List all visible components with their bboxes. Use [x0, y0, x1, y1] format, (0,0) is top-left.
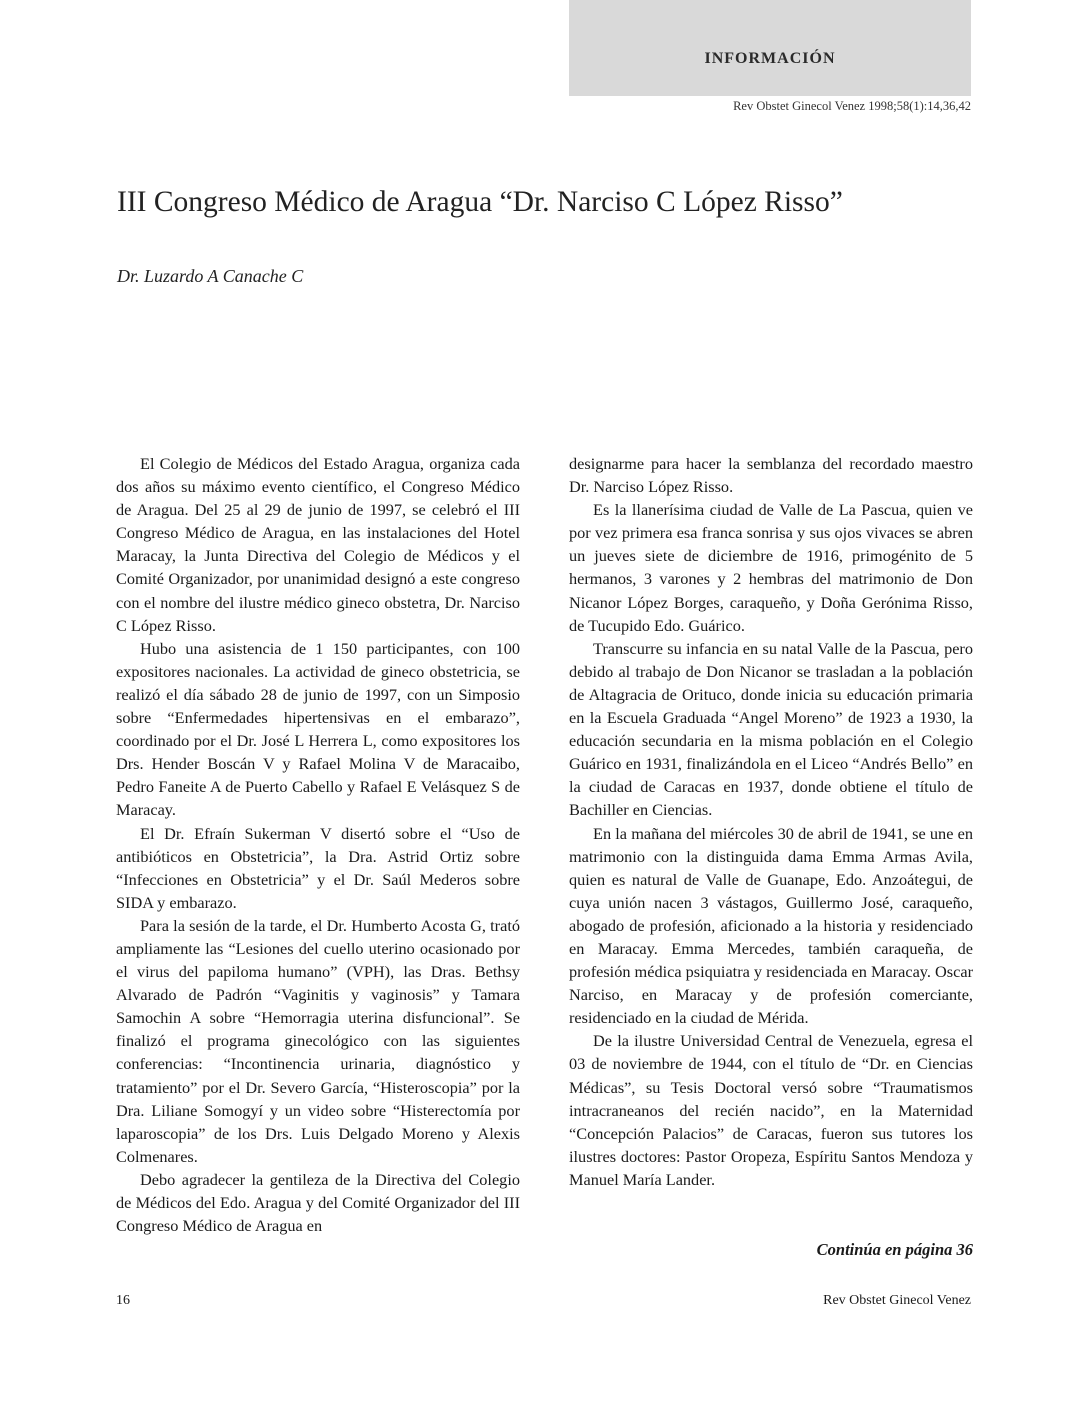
paragraph: Es la llanerísima ciudad de Valle de La Pascua, quien ve por vez primera esa franca sonrisa y sus ojos vivaces se abren un jueves siete de diciembre de 1916, primogénito de 5 hermanos, 3 varones y 2 hembras del matrimonio de Don Nicanor López Borges, caraqueño, y Doña Gerónima Risso, de Tucupido Edo. Guárico.: [569, 500, 973, 635]
paragraph: El Colegio de Médicos del Estado Aragua, organiza cada dos años su máximo evento científico, el Congreso Médico de Aragua. Del 25 al 29 de junio de 1997, se celebró el III Congreso Médico de Aragua, en las instalaciones del Hotel Maracay, la Junta Directiva del Colegio de Médicos y el Comité Organizador, por unanimidad designó a este congreso con el nombre del ilustre médico gineco obstetra, Dr. Narciso C López Risso.: [116, 454, 520, 635]
paragraph: designarme para hacer la semblanza del recordado maestro Dr. Narciso López Risso.: [569, 454, 973, 497]
paragraph: Debo agradecer la gentileza de la Directiva del Colegio de Médicos del Edo. Aragua y del Comité Organizador del III Congreso Médico de Aragua en: [116, 1169, 520, 1236]
paragraph: Para la sesión de la tarde, el Dr. Humberto Acosta G, trató ampliamente las “Lesiones del cuello uterino ocasionado por el virus del papiloma humano” (VPH), las Dras. Bethsy Alvarado de Padrón “Vaginitis y vaginosis” y Tamara Samochin A sobre “Hemorragia uterina disfuncional”. Se finalizó el programa ginecológico con las siguientes conferencias: “Incontinencia urinaria, diagnóstico y tratamiento” por el Dr. Severo García, “Histeroscopia” por la Dra. Liliane Somogyí y un video sobre “Histerectomía por laparoscopia” de los Drs. Luis Delgado Moreno y Alexis Colmenares.: [116, 915, 520, 1166]
paragraph: Transcurre su infancia en su natal Valle de la Pascua, pero debido al trabajo de Don Nicanor se trasladan a la población de Altagracia de Orituco, donde inicia su educación primaria en la Escuela Graduada “Angel Moreno” de 1923 a 1930, la educación secundaria en la misma población en el Colegio Guárico en 1931, finalizándola en el Liceo “Andrés Bello” en la ciudad de Caracas en 1937, donde obtiene el título de Bachiller en Ciencias.: [569, 638, 973, 820]
body-column-left: [116, 452, 520, 1237]
paragraph: Hubo una asistencia de 1 150 participantes, con 100 expositores nacionales. La actividad de gineco obstetricia, se realizó el día sábado 28 de junio de 1997, con un Simposio sobre “Enfermedades hipertensivas en el embarazo”, coordinado por el Dr. José L Herrera L, como expositores los Drs. Hender Boscán V y Rafael Molina V de Maracaibo, Pedro Faneite A de Puerto Cabello y Rafael E Velásquez S de Maracay.: [116, 638, 520, 820]
body-column-right: [569, 452, 973, 1191]
article-author: Dr. Luzardo A Canache C: [117, 266, 304, 286]
page-number: 16: [116, 1293, 130, 1308]
section-label: INFORMACIÓN: [704, 50, 836, 67]
paragraph: En la mañana del miércoles 30 de abril de 1941, se une en matrimonio con la distinguida dama Emma Armas Avila, quien es natural de Valle de Guanape, Edo. Anzoátegui, de cuya unión nacen 3 vástagos, Guillermo José, caraqueño, abogado de profesión, aficionado a la historia y residenciado en Maracay. Emma Mercedes, también caraqueña, de profesión médica psiquiatra y residenciada en Maracay. Oscar Narciso, en Maracay y de profesión comerciante, residenciado en la ciudad de Mérida.: [569, 823, 973, 1028]
journal-citation: Rev Obstet Ginecol Venez 1998;58(1):14,36,42: [733, 99, 971, 113]
article-title: III Congreso Médico de Aragua “Dr. Narciso C López Risso”: [117, 186, 843, 218]
paragraph: El Dr. Efraín Sukerman V disertó sobre el “Uso de antibióticos en Obstetricia”, la Dra. Astrid Ortiz sobre “Infecciones en Obstetricia” y el Dr. Saúl Mederos sobre SIDA y embarazo.: [116, 823, 520, 912]
journal-footer: Rev Obstet Ginecol Venez: [823, 1293, 971, 1308]
paragraph: De la ilustre Universidad Central de Venezuela, egresa el 03 de noviembre de 1944, con el título de “Dr. en Ciencias Médicas”, su Tesis Doctoral versó sobre “Traumatismos intracraneanos del recién nacido”, en la Maternidad “Concepción Palacios” de Caracas, fueron sus tutores los ilustres doctores: Pastor Oropeza, Espíritu Santos Mendoza y Manuel María Lander.: [569, 1031, 973, 1189]
continued-note: Continúa en página 36: [816, 1240, 973, 1259]
section-header-box: [569, 0, 971, 96]
